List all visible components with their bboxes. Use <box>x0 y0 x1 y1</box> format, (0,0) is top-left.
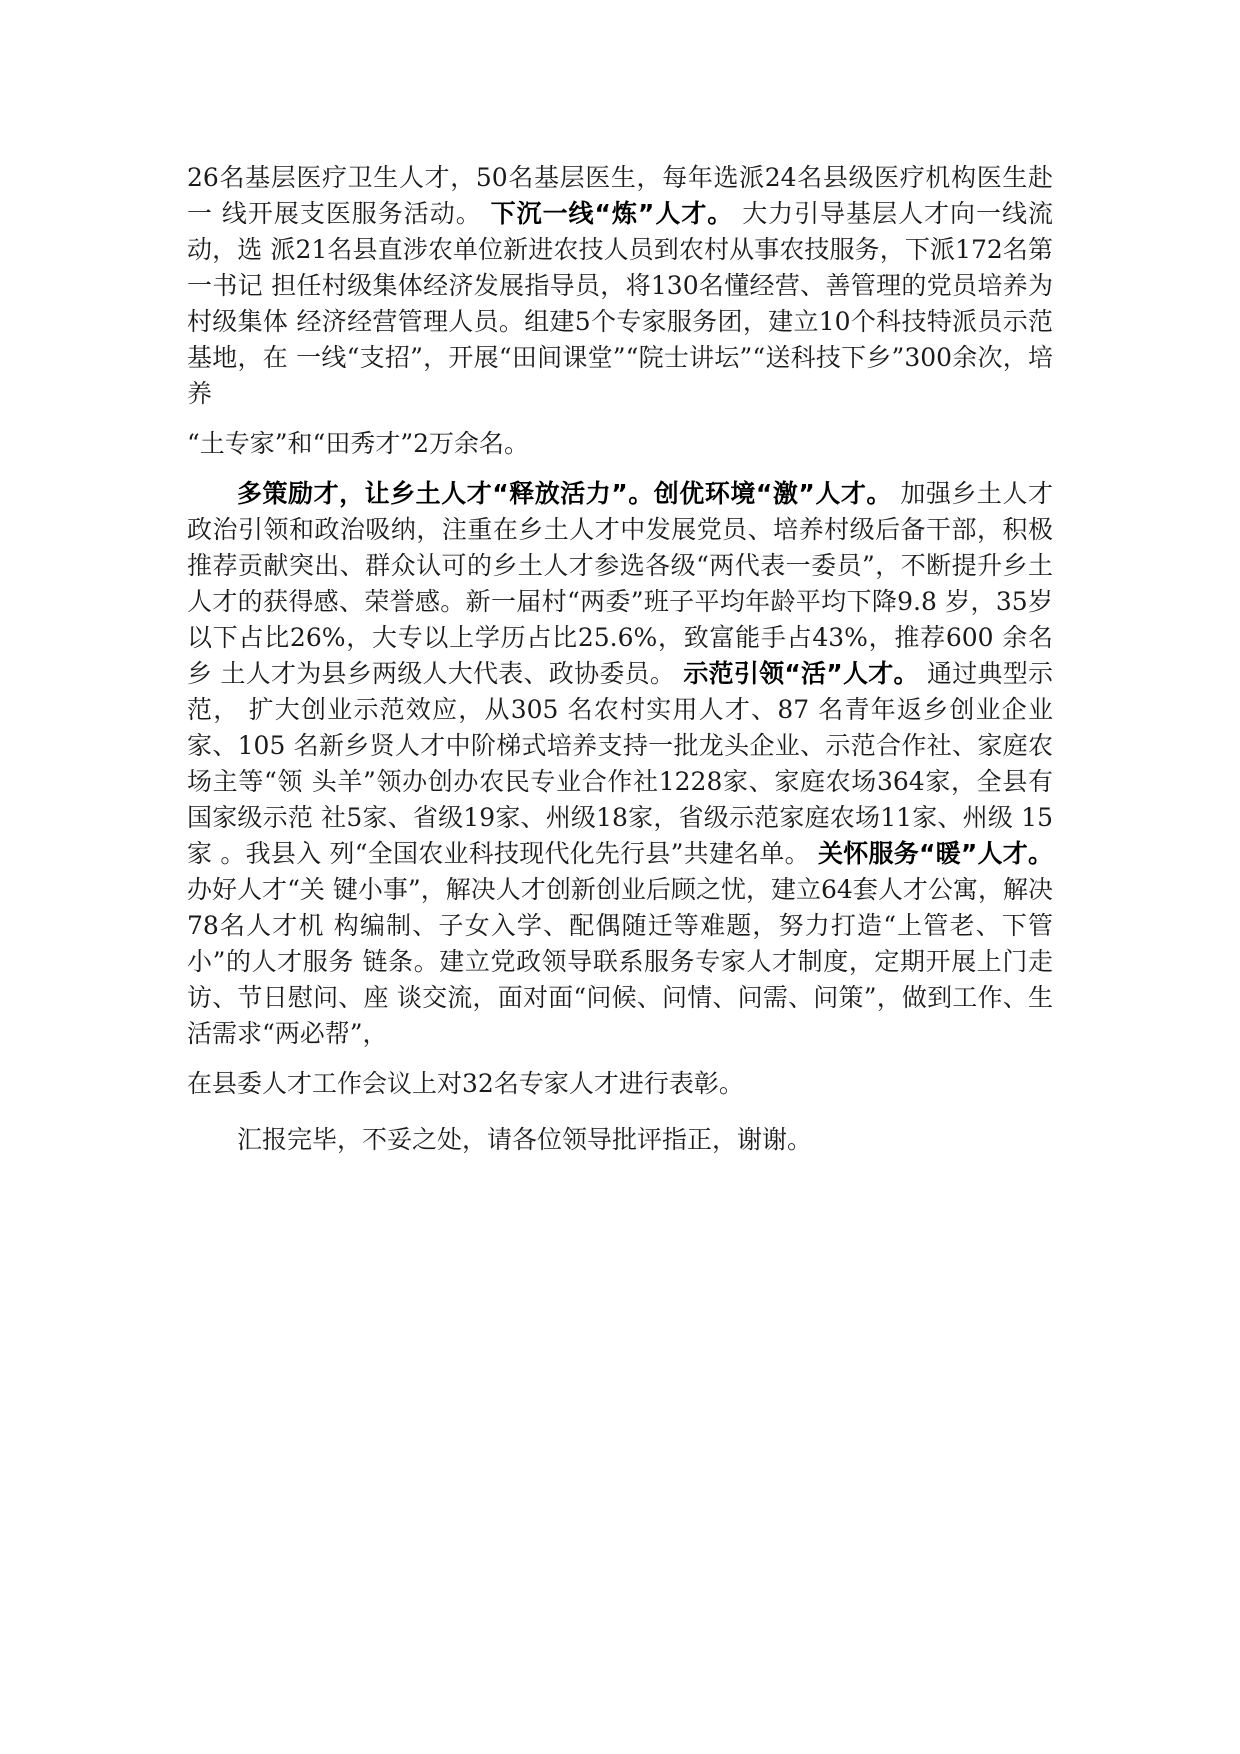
paragraph-multiple-policies <box>187 476 1053 1052</box>
paragraph-text: 汇报完毕，不妥之处，请各位领导批评指正，谢谢。 <box>237 1125 813 1154</box>
paragraph-grassroots-talent <box>187 160 1053 412</box>
paragraph-text: 在县委人才工作会议上对32名专家人才进行表彰。 <box>187 1069 744 1098</box>
bold-heading-frontline: 下沉一线“炼”人才。 <box>490 199 734 228</box>
paragraph-text: 26名基层医疗卫生人才，50名基层医生，每年选派24名县级医疗机构医生赴一 线开展支医服务活动。 <box>187 163 1053 228</box>
paragraph-text: 大力引导基层人才向一线流动，选 派21名县直涉农单位新进农技人员到农村从事农技服务，下派172名第一书记 担任村级集体经济发展指导员，将130名懂经营、善管理的党员培养为村级集体 经济经营管理人员。组建5个专家服务团，建立10个科技特派员示范基地，在 一线“支招”，开展“田间课堂”“院士讲坛”“送科技下乡”300余次，培养 <box>187 199 1053 408</box>
paragraph-text: 加强乡土人才政治引领和政治吸纳，注重在乡土人才中发展党员、培养村级后备干部，积极推荐贡献突出、群众认可的乡土人才参选各级“两代表一委员”，不断提升乡土人才的获得感、荣誉感。新一届村“两委”班子平均年龄平均下降9.8 岁，35岁以下占比26%，大专以上学历占比25.6%，致富能手占43%，推荐600 余名乡 土人才为县乡两级人大代表、政协委员。 <box>187 479 1053 688</box>
paragraph-text: “土专家”和“田秀才”2万余名。 <box>187 429 530 458</box>
paragraph-text: 通过典型示范， 扩大创业示范效应，从305 名农村实用人才、87 名青年返乡创业企业家、105 名新乡贤人才中阶梯式培养支持一批龙头企业、示范合作社、家庭农场主等“领 头羊”领办创办农民专业合作社1228家、家庭农场364家，全县有国家级示范 社5家、省级19家、州级18家，省级示范家庭农场11家、州级 15 家 。我县入 列“全国农业科技现代化先行县”共建名单。 <box>187 659 1053 868</box>
paragraph-commendation <box>187 1066 1053 1102</box>
paragraph-closing <box>187 1122 1053 1158</box>
paragraph-text: 办好人才“关 键小事”，解决人才创新创业后顾之忧，建立64套人才公寓，解决78名人才机 构编制、子女入学、配偶随迁等难题，努力打造“上管老、下管小”的人才服务 链条。建立党政领导联系服务专家人才制度，定期开展上门走访、节日慰问、座 谈交流，面对面“问候、问情、问需、问策”，做到工作、生活需求“两必帮”， <box>187 875 1053 1048</box>
bold-heading-demonstration: 示范引领“活”人才。 <box>683 659 919 688</box>
bold-heading-care-service: 关怀服务“暖”人才。 <box>818 839 1053 868</box>
bold-heading-environment: 多策励才，让乡土人才“释放活力”。创优环境“激”人才。 <box>237 479 892 508</box>
paragraph-local-experts <box>187 426 1053 462</box>
document-body <box>187 160 1053 1158</box>
